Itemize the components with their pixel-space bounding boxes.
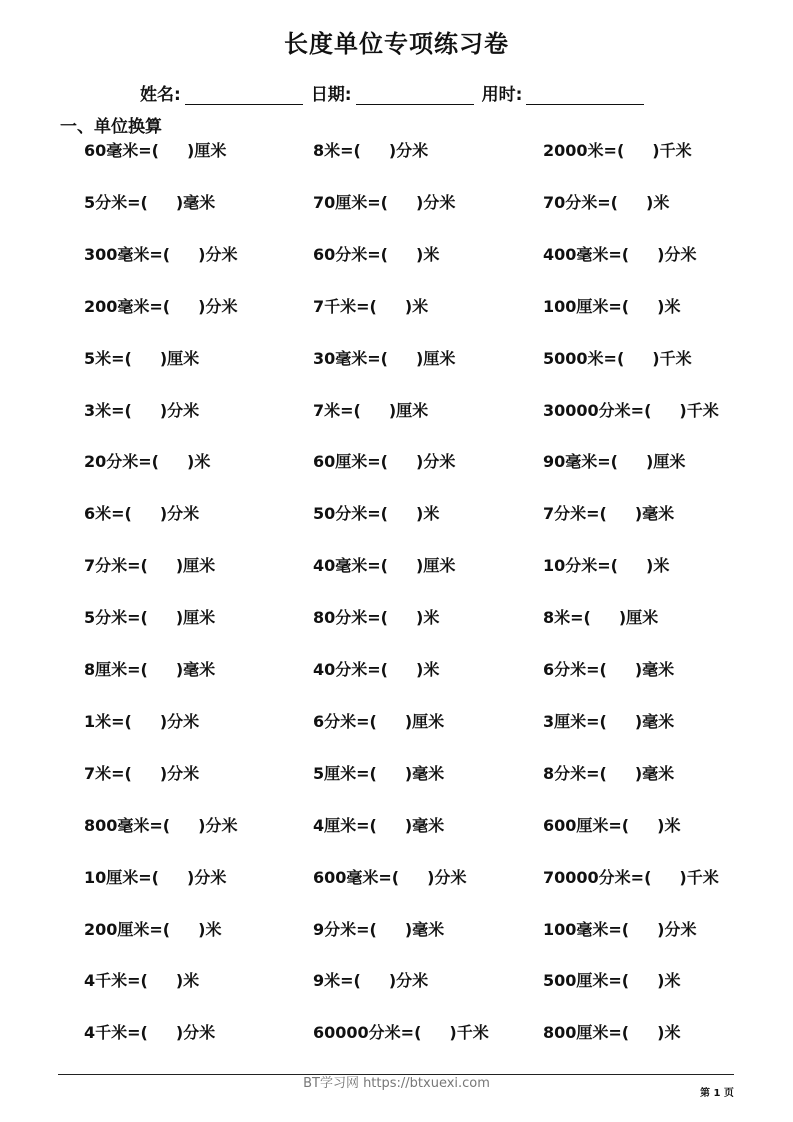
- problem-prefix: 9米=(: [313, 971, 361, 991]
- conversion-problem: [84, 398, 199, 421]
- conversion-problem: [84, 813, 237, 836]
- problem-prefix: 800毫米=(: [84, 815, 171, 835]
- problem-suffix: )千米: [652, 141, 692, 160]
- problem-row: [0, 865, 793, 889]
- problem-suffix: )米: [416, 504, 440, 524]
- problem-suffix: )毫米: [175, 660, 216, 679]
- conversion-problem: [543, 294, 680, 317]
- problem-prefix: 60000分米=(: [313, 1023, 422, 1043]
- problem-prefix: 400毫米=(: [543, 244, 630, 264]
- problem-prefix: 7分米=(: [84, 556, 148, 576]
- page-title: 长度单位专项练习卷: [284, 30, 509, 58]
- problem-row: [0, 553, 793, 577]
- conversion-problem: [543, 1020, 680, 1043]
- problem-row: [0, 761, 793, 785]
- conversion-problem: [313, 813, 444, 836]
- conversion-problem: [313, 190, 455, 213]
- problem-prefix: 30毫米=(: [313, 348, 388, 368]
- problem-prefix: 600厘米=(: [543, 815, 630, 835]
- problem-suffix: )米: [198, 919, 222, 939]
- problem-suffix: )分米: [159, 504, 200, 524]
- problem-prefix: 7米=(: [84, 763, 132, 783]
- problem-suffix: )厘米: [646, 452, 686, 472]
- date-blank[interactable]: [356, 84, 474, 105]
- conversion-problem: [313, 138, 428, 161]
- conversion-problem: [84, 709, 199, 732]
- problem-prefix: 200毫米=(: [84, 296, 171, 316]
- problem-row: [0, 813, 793, 837]
- problem-prefix: 3厘米=(: [543, 711, 607, 731]
- conversion-problem: [313, 605, 439, 628]
- conversion-problem: [543, 501, 674, 524]
- problem-prefix: 10厘米=(: [84, 867, 159, 887]
- problem-prefix: 30000分米=(: [543, 400, 652, 420]
- conversion-problem: [313, 242, 439, 265]
- conversion-problem: [84, 865, 226, 888]
- name-blank[interactable]: [185, 84, 303, 105]
- problem-prefix: 300毫米=(: [84, 244, 171, 264]
- conversion-problem: [313, 346, 455, 369]
- problem-suffix: )米: [416, 608, 440, 628]
- problem-row: [0, 657, 793, 681]
- problem-prefix: 9分米=(: [313, 919, 377, 939]
- conversion-problem: [543, 190, 669, 213]
- time-label: 用时:: [481, 85, 523, 105]
- conversion-problem: [543, 761, 674, 784]
- problem-prefix: 3米=(: [84, 400, 132, 420]
- problem-suffix: )毫米: [634, 504, 675, 524]
- problem-row: [0, 190, 793, 214]
- problem-prefix: 90毫米=(: [543, 452, 618, 472]
- problem-suffix: )米: [416, 660, 440, 679]
- problem-prefix: 100毫米=(: [543, 919, 630, 939]
- conversion-problem: [84, 657, 215, 680]
- problem-suffix: )厘米: [175, 608, 216, 628]
- problem-suffix: )米: [404, 296, 429, 316]
- problem-row: [0, 242, 793, 266]
- conversion-problem: [84, 449, 210, 472]
- conversion-problem: [84, 190, 215, 213]
- problem-suffix: )毫米: [404, 815, 445, 835]
- problem-prefix: 4厘米=(: [313, 815, 377, 835]
- problem-prefix: 8分米=(: [543, 763, 607, 783]
- problem-suffix: )厘米: [187, 141, 227, 160]
- conversion-problem: [84, 501, 199, 524]
- problem-suffix: )分米: [388, 141, 429, 160]
- problem-suffix: )厘米: [159, 348, 200, 368]
- conversion-problem: [313, 501, 439, 524]
- conversion-problem: [84, 346, 199, 369]
- problem-prefix: 6米=(: [84, 504, 132, 524]
- problem-prefix: 4千米=(: [84, 1023, 148, 1043]
- problem-suffix: )厘米: [388, 400, 429, 420]
- conversion-problem: [543, 709, 674, 732]
- conversion-problem: [84, 242, 237, 265]
- problem-suffix: )厘米: [416, 556, 456, 576]
- problem-suffix: )米: [657, 1023, 681, 1043]
- problem-prefix: 5分米=(: [84, 608, 148, 628]
- problem-prefix: 6分米=(: [313, 711, 377, 731]
- problem-suffix: )毫米: [634, 711, 675, 731]
- problem-prefix: 8米=(: [543, 608, 591, 628]
- problem-row: [0, 501, 793, 525]
- conversion-problem: [313, 917, 444, 940]
- time-blank[interactable]: [526, 84, 644, 105]
- problem-prefix: 100厘米=(: [543, 296, 630, 316]
- problem-suffix: )毫米: [175, 192, 216, 212]
- problem-prefix: 70000分米=(: [543, 867, 652, 887]
- conversion-problem: [313, 657, 439, 680]
- conversion-problem: [84, 917, 221, 940]
- problem-prefix: 40分米=(: [313, 660, 388, 679]
- conversion-problem: [543, 138, 692, 161]
- problem-prefix: 5米=(: [84, 348, 132, 368]
- problem-row: [0, 398, 793, 422]
- problem-suffix: )米: [657, 815, 681, 835]
- problem-row: [0, 449, 793, 473]
- problem-suffix: )千米: [449, 1023, 489, 1043]
- problem-prefix: 5厘米=(: [313, 763, 377, 783]
- problem-suffix: )米: [175, 971, 200, 991]
- problem-row: [0, 709, 793, 733]
- problem-suffix: )厘米: [175, 556, 216, 576]
- problem-row: [0, 294, 793, 318]
- conversion-problem: [84, 1020, 215, 1043]
- problem-row: [0, 968, 793, 992]
- problem-suffix: )分米: [416, 452, 456, 472]
- problem-suffix: )分米: [187, 867, 227, 887]
- problem-prefix: 60毫米=(: [84, 141, 159, 160]
- student-info-line: [140, 80, 652, 105]
- problem-prefix: 5000米=(: [543, 348, 625, 368]
- conversion-problem: [543, 657, 674, 680]
- problem-suffix: )分米: [198, 296, 238, 316]
- conversion-problem: [543, 398, 719, 421]
- problem-prefix: 7分米=(: [543, 504, 607, 524]
- problem-suffix: )千米: [652, 348, 692, 368]
- page-number: 第 1 页: [700, 1088, 734, 1099]
- problem-prefix: 800厘米=(: [543, 1023, 630, 1043]
- date-label: 日期:: [310, 85, 352, 105]
- conversion-problem: [543, 605, 658, 628]
- problem-suffix: )毫米: [404, 763, 445, 783]
- problem-suffix: )分米: [198, 815, 238, 835]
- conversion-problem: [313, 449, 455, 472]
- problem-prefix: 50分米=(: [313, 504, 388, 524]
- conversion-problem: [543, 968, 680, 991]
- problem-suffix: )分米: [388, 971, 429, 991]
- problem-prefix: 70厘米=(: [313, 192, 388, 212]
- problem-suffix: )分米: [159, 763, 200, 783]
- problem-suffix: )米: [646, 556, 670, 576]
- problem-suffix: )毫米: [634, 660, 675, 679]
- conversion-problem: [313, 1020, 489, 1043]
- conversion-problem: [84, 761, 199, 784]
- footer-site: BT学习网 https://btxuexi.com: [303, 1076, 490, 1091]
- problem-prefix: 70分米=(: [543, 192, 618, 212]
- conversion-problem: [313, 761, 444, 784]
- problem-suffix: )毫米: [634, 763, 675, 783]
- problem-row: [0, 346, 793, 370]
- problem-prefix: 500厘米=(: [543, 971, 630, 991]
- conversion-problem: [313, 553, 455, 576]
- problem-prefix: 7千米=(: [313, 296, 377, 316]
- problem-suffix: )千米: [679, 400, 719, 420]
- problem-prefix: 8厘米=(: [84, 660, 148, 679]
- problem-prefix: 10分米=(: [543, 556, 618, 576]
- problem-suffix: )米: [657, 296, 681, 316]
- conversion-problem: [543, 242, 696, 265]
- problem-suffix: )分米: [198, 244, 238, 264]
- problem-suffix: )分米: [159, 711, 200, 731]
- conversion-problem: [84, 968, 199, 991]
- problem-prefix: 80分米=(: [313, 608, 388, 628]
- conversion-problem: [313, 294, 428, 317]
- conversion-problem: [543, 813, 680, 836]
- problem-prefix: 2000米=(: [543, 141, 625, 160]
- problem-prefix: 7米=(: [313, 400, 361, 420]
- problem-suffix: )米: [187, 452, 211, 472]
- conversion-problem: [84, 138, 226, 161]
- problem-suffix: )厘米: [416, 348, 456, 368]
- section-title: 一、单位换算: [60, 117, 162, 137]
- problem-row: [0, 917, 793, 941]
- conversion-problem: [313, 865, 466, 888]
- conversion-problem: [84, 553, 215, 576]
- problem-prefix: 60厘米=(: [313, 452, 388, 472]
- problem-suffix: )分米: [159, 400, 200, 420]
- problem-suffix: )米: [416, 244, 440, 264]
- problem-prefix: 20分米=(: [84, 452, 159, 472]
- conversion-problem: [313, 398, 428, 421]
- problem-suffix: )米: [657, 971, 681, 991]
- problem-prefix: 40毫米=(: [313, 556, 388, 576]
- problem-suffix: )千米: [679, 867, 719, 887]
- problem-suffix: )毫米: [404, 919, 445, 939]
- problem-prefix: 1米=(: [84, 711, 132, 731]
- problem-suffix: )厘米: [618, 608, 659, 628]
- conversion-problem: [313, 709, 444, 732]
- problem-prefix: 6分米=(: [543, 660, 607, 679]
- conversion-problem: [543, 865, 719, 888]
- problem-prefix: 600毫米=(: [313, 867, 400, 887]
- problem-suffix: )厘米: [404, 711, 445, 731]
- conversion-problem: [543, 449, 685, 472]
- problem-suffix: )分米: [657, 244, 697, 264]
- conversion-problem: [84, 294, 237, 317]
- problem-row: [0, 138, 793, 162]
- problem-suffix: )分米: [416, 192, 456, 212]
- conversion-problem: [543, 346, 692, 369]
- problem-suffix: )分米: [175, 1023, 216, 1043]
- problem-row: [0, 1020, 793, 1044]
- name-label: 姓名:: [140, 85, 181, 105]
- conversion-problem: [84, 605, 215, 628]
- conversion-problem: [543, 553, 669, 576]
- problem-prefix: 4千米=(: [84, 971, 148, 991]
- problem-prefix: 60分米=(: [313, 244, 388, 264]
- conversion-problem: [543, 917, 696, 940]
- problem-prefix: 5分米=(: [84, 192, 148, 212]
- problem-suffix: )米: [646, 192, 670, 212]
- problem-prefix: 8米=(: [313, 141, 361, 160]
- problem-row: [0, 605, 793, 629]
- problem-suffix: )分米: [657, 919, 697, 939]
- problem-suffix: )分米: [427, 867, 467, 887]
- problem-prefix: 200厘米=(: [84, 919, 171, 939]
- conversion-problem: [313, 968, 428, 991]
